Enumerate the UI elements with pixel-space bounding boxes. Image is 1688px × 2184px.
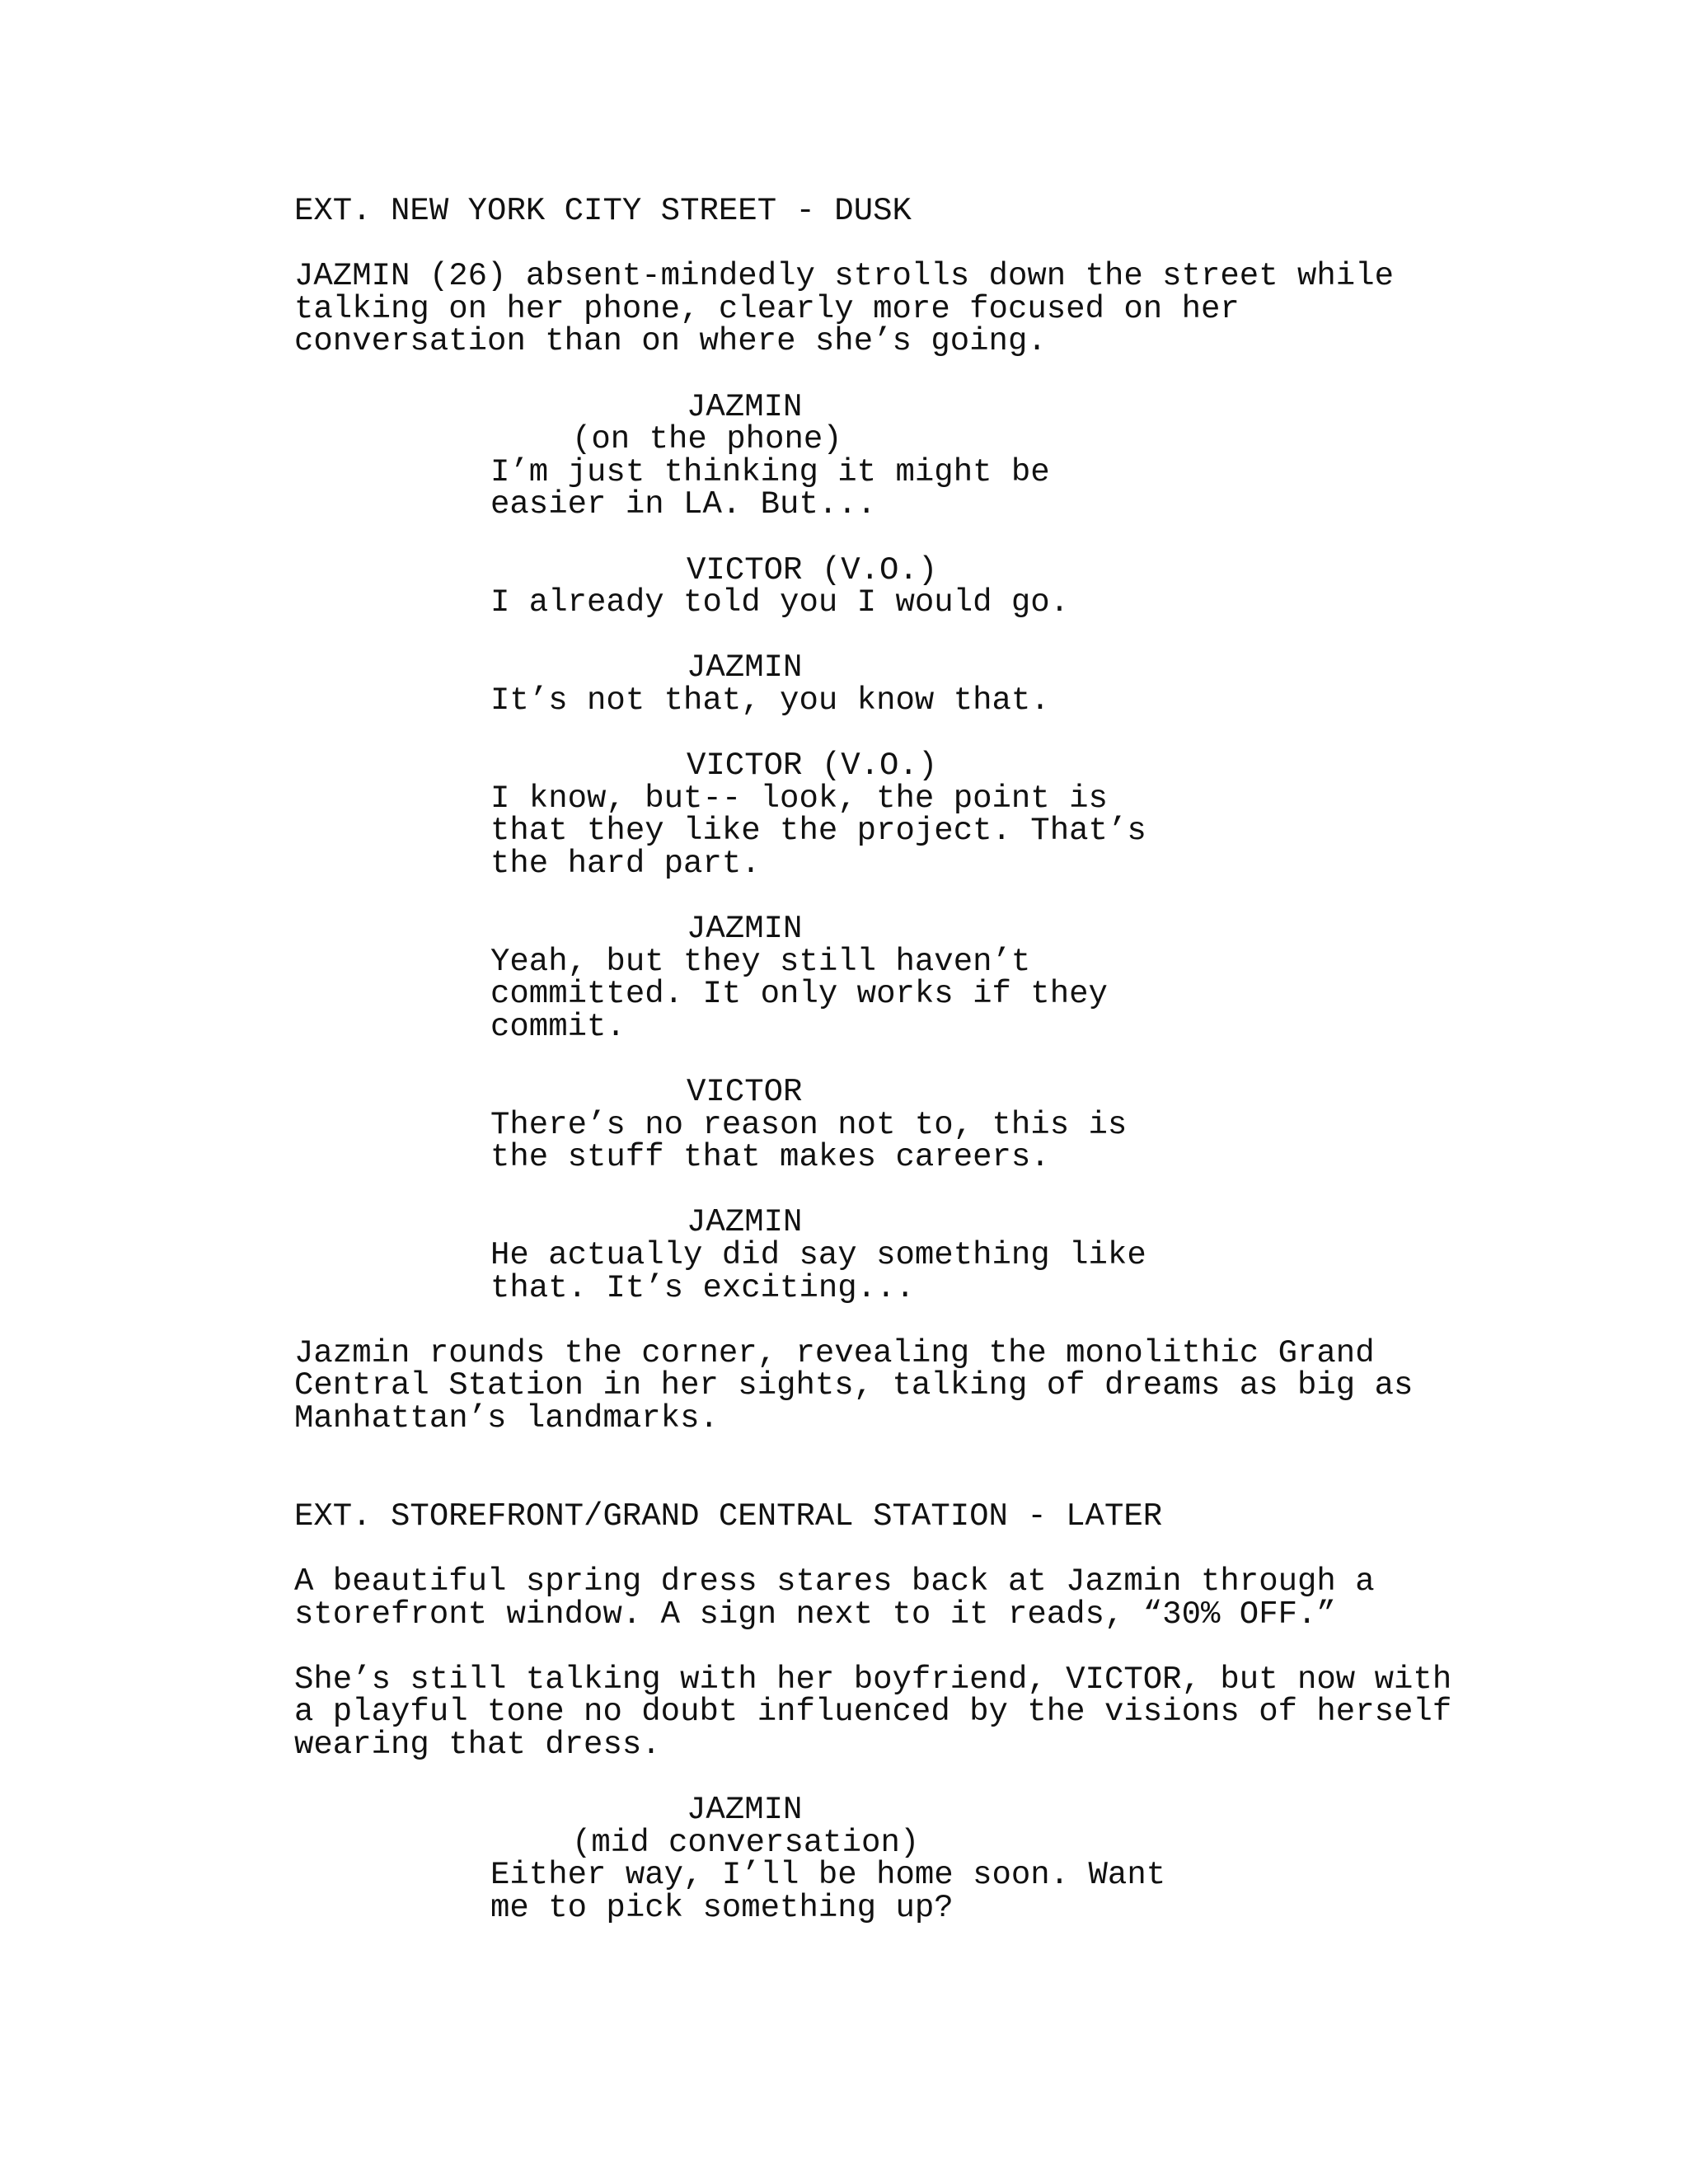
dialogue-block (294, 750, 1489, 880)
action-line: storefront window. A sign next to it reads, “30% OFF.” (294, 1596, 1336, 1633)
character-name: JAZMIN (687, 388, 803, 425)
dialogue-block (294, 913, 1489, 1043)
spacer (294, 620, 1489, 653)
spacer (294, 1436, 1489, 1501)
dialogue-line: I’m just thinking it might be (490, 453, 1050, 490)
action-line: Central Station in her sights, talking of dreams as big as (294, 1367, 1414, 1404)
action-line: She’s still talking with her boyfriend, VICTOR, but now with (294, 1661, 1452, 1698)
character-name: JAZMIN (687, 649, 803, 687)
spacer (294, 1043, 1489, 1076)
action-line: JAZMIN (26) absent-mindedly strolls down the street while (294, 258, 1395, 295)
action-line: a playful tone no doubt influenced by the visions of herself (294, 1694, 1452, 1731)
screenplay-body (294, 195, 1489, 1924)
action-block (294, 1563, 1489, 1633)
dialogue-block (294, 1204, 1489, 1306)
dialogue-block (294, 1076, 1489, 1174)
character-name: JAZMIN (687, 911, 803, 948)
character-name: JAZMIN (687, 1204, 803, 1241)
spacer (294, 1305, 1489, 1338)
spacer (294, 1631, 1489, 1664)
spacer (294, 359, 1489, 391)
scene-heading: EXT. NEW YORK CITY STREET - DUSK (294, 193, 912, 229)
dialogue-line: easier in LA. But... (490, 486, 877, 523)
dialogue-line: Yeah, but they still haven’t (490, 943, 1031, 980)
dialogue-line: the stuff that makes careers. (490, 1139, 1050, 1176)
action-block (294, 260, 1489, 359)
action-line: conversation than on where she’s going. (294, 323, 1047, 360)
dialogue-line: I already told you I would go. (490, 584, 1070, 621)
spacer (294, 880, 1489, 913)
dialogue-block (294, 1794, 1489, 1924)
action-line: Jazmin rounds the corner, revealing the monolithic Grand (294, 1334, 1375, 1371)
dialogue-block (294, 551, 1489, 621)
dialogue-line: He actually did say something like (490, 1237, 1146, 1273)
spacer (294, 228, 1489, 261)
dialogue-line: commit. (490, 1008, 626, 1045)
dialogue-line: that they like the project. That’s (490, 813, 1146, 850)
dialogue-line: me to pick something up? (490, 1889, 954, 1926)
character-name: JAZMIN (687, 1792, 803, 1829)
character-name: VICTOR (V.O.) (687, 748, 938, 785)
dialogue-line: committed. It only works if they (490, 976, 1108, 1013)
action-block (294, 1661, 1489, 1763)
dialogue-block (294, 388, 1489, 523)
character-name: VICTOR (V.O.) (687, 551, 938, 588)
dialogue-line: It’s not that, you know that. (490, 682, 1050, 719)
spacer (294, 522, 1489, 555)
parenthetical: (on the phone) (572, 421, 842, 458)
action-line: talking on her phone, clearly more focused on her (294, 290, 1240, 327)
scene-heading: EXT. STOREFRONT/GRAND CENTRAL STATION - LATER (294, 1497, 1163, 1535)
dialogue-line: that. It’s exciting... (490, 1269, 915, 1306)
dialogue-line: Either way, I’ll be home soon. Want (490, 1857, 1166, 1894)
spacer (294, 1762, 1489, 1795)
dialogue-line: I know, but-- look, the point is (490, 780, 1108, 817)
spacer (294, 1533, 1489, 1566)
action-block (294, 1334, 1489, 1436)
dialogue-line: the hard part. (490, 845, 761, 882)
parenthetical: (mid conversation) (572, 1824, 920, 1861)
dialogue-block (294, 649, 1489, 719)
action-line: Manhattan’s landmarks. (294, 1399, 719, 1436)
spacer (294, 1174, 1489, 1207)
spacer (294, 718, 1489, 751)
character-name: VICTOR (687, 1074, 803, 1111)
action-line: wearing that dress. (294, 1726, 661, 1763)
action-line: A beautiful spring dress stares back at Jazmin through a (294, 1563, 1375, 1600)
dialogue-line: There’s no reason not to, this is (490, 1106, 1128, 1143)
